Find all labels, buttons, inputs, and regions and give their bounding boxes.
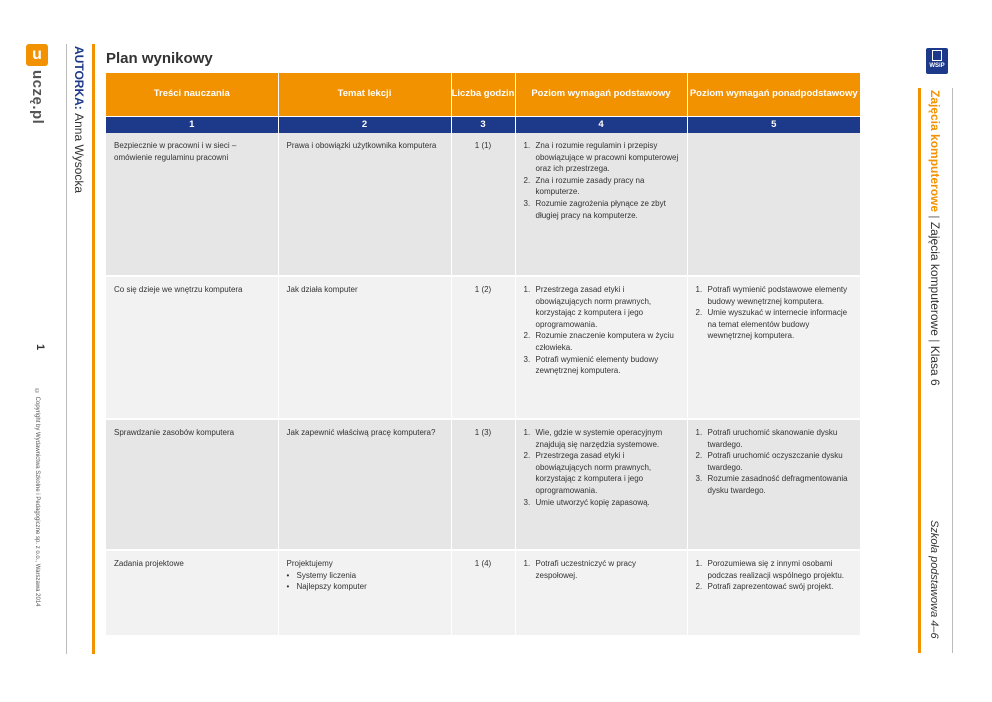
publisher-name: WSiP <box>929 63 945 69</box>
list-item: Potrafi wymienić elementy budowy zewnętrznej komputera. <box>535 354 659 376</box>
subject-bold: Zajęcia komputerowe <box>928 90 942 213</box>
list-item: Umie utworzyć kopię zapasową. <box>535 497 650 507</box>
list-item: Potrafi uczestniczyć w pracy zespołowej. <box>535 559 636 580</box>
table-row <box>106 276 860 419</box>
author <box>72 46 86 193</box>
list-item: Przestrzega zasad etyki i obowiązujących norm prawnych, korzystając z komputera i jego oprogramowania. <box>535 451 652 495</box>
author-label: AUTORKA: <box>72 46 86 110</box>
table-row <box>106 550 860 636</box>
basic-cell <box>515 276 687 419</box>
basic-cell <box>515 419 687 550</box>
advanced-cell <box>687 550 860 636</box>
basic-cell <box>515 550 687 636</box>
list-item: Wie, gdzie w systemie operacyjnym znajdują się narzędzia systemowe. <box>535 428 663 449</box>
column-number-row <box>106 116 860 133</box>
table-row <box>106 419 860 550</box>
list-item: Porozumiewa się z innymi osobami podczas realizacji wspólnego projektu. <box>707 559 845 580</box>
list-item: Rozumie zasadność defragmentowania dysku twardego. <box>707 474 848 495</box>
separator: | <box>928 215 942 222</box>
ucze-logo-icon: u <box>26 44 48 66</box>
content-cell: Bezpiecznie w pracowni i w sieci – omówienie regulaminu pracowni <box>106 133 278 276</box>
wsip-logo-icon <box>932 50 942 61</box>
left-divider <box>66 44 67 654</box>
column-number: 4 <box>515 116 687 133</box>
column-number: 5 <box>687 116 860 133</box>
topic-cell: Jak działa komputer <box>278 276 451 419</box>
list-item: Zna i rozumie regulamin i przepisy obowiązujące w pracowni komputerowej oraz ich przestrzega. <box>535 141 679 174</box>
hours-cell: 1 (1) <box>451 133 515 276</box>
right-divider <box>952 88 953 653</box>
wsip-logo <box>926 48 948 74</box>
header-content: Treści nauczania <box>106 73 278 116</box>
list-item: • Systemy liczenia <box>287 570 443 582</box>
right-accent-bar <box>918 88 921 653</box>
header-basic: Poziom wymagań podstawowy <box>515 73 687 116</box>
list-item: Potrafi uruchomić skanowanie dysku twardego. <box>707 428 838 449</box>
column-number: 1 <box>106 116 278 133</box>
topic-cell: Jak zapewnić właściwą pracę komputera? <box>278 419 451 550</box>
header-advanced: Poziom wymagań ponadpodstawowy <box>687 73 860 116</box>
basic-cell <box>515 133 687 276</box>
list-item: Potrafi wymienić podstawowe elementy budowy wewnętrznej komputera. <box>707 285 848 306</box>
column-number: 2 <box>278 116 451 133</box>
table-row <box>106 133 860 276</box>
page-title: Plan wynikowy <box>106 50 213 67</box>
list-item: Rozumie znaczenie komputera w życiu człowieka. <box>535 331 674 352</box>
logo-name: uczę.pl <box>29 70 46 125</box>
list-item: Rozumie zagrożenia płynące ze zbyt długiej pracy na komputerze. <box>535 198 666 220</box>
header-hours: Liczba godzin <box>451 73 515 116</box>
content-cell: Sprawdzanie zasobów komputera <box>106 419 278 550</box>
hours-cell: 1 (2) <box>451 276 515 419</box>
content-cell: Zadania projektowe <box>106 550 278 636</box>
copyright: © Copyright by Wydawnictwa Szkolne i Pedagogiczne sp. z o.o., Warszawa 2014 <box>34 389 40 607</box>
author-name: Anna Wysocka <box>72 113 86 194</box>
list-item: Zna i rozumie zasady pracy na komputerze. <box>535 175 645 197</box>
list-item: • Najlepszy komputer <box>287 581 443 593</box>
school-level: Szkoła podstawowa 4–6 <box>928 520 940 639</box>
list-item: Przestrzega zasad etyki i obowiązujących norm prawnych, korzystając z komputera i jego oprogramowania. <box>535 285 652 329</box>
topic-cell: Prawa i obowiązki użytkownika komputera <box>278 133 451 276</box>
subject-line <box>928 90 942 386</box>
left-sidebar <box>26 44 96 654</box>
header-row <box>106 73 860 116</box>
content-cell: Co się dzieje we wnętrzu komputera <box>106 276 278 419</box>
list-item: Potrafi uruchomić oczyszczanie dysku twardego. <box>707 451 843 472</box>
hours-cell: 1 (4) <box>451 550 515 636</box>
separator: | <box>928 339 942 346</box>
subject-regular: Zajęcia komputerowe <box>928 221 942 336</box>
left-accent-bar <box>92 44 95 654</box>
plan-table <box>106 73 860 637</box>
list-item: Potrafi zaprezentować swój projekt. <box>707 582 834 592</box>
advanced-cell <box>687 276 860 419</box>
topic-cell <box>278 550 451 636</box>
hours-cell: 1 (3) <box>451 419 515 550</box>
page-number: 1 <box>34 344 46 351</box>
topic-text: Projektujemy <box>286 559 333 568</box>
advanced-cell <box>687 133 860 276</box>
advanced-cell <box>687 419 860 550</box>
list-item: Umie wyszukać w internecie informacje na temat elementów budowy wewnętrznej komputera. <box>707 308 848 341</box>
column-number: 3 <box>451 116 515 133</box>
header-topic: Temat lekcji <box>278 73 451 116</box>
grade: Klasa 6 <box>928 345 942 386</box>
